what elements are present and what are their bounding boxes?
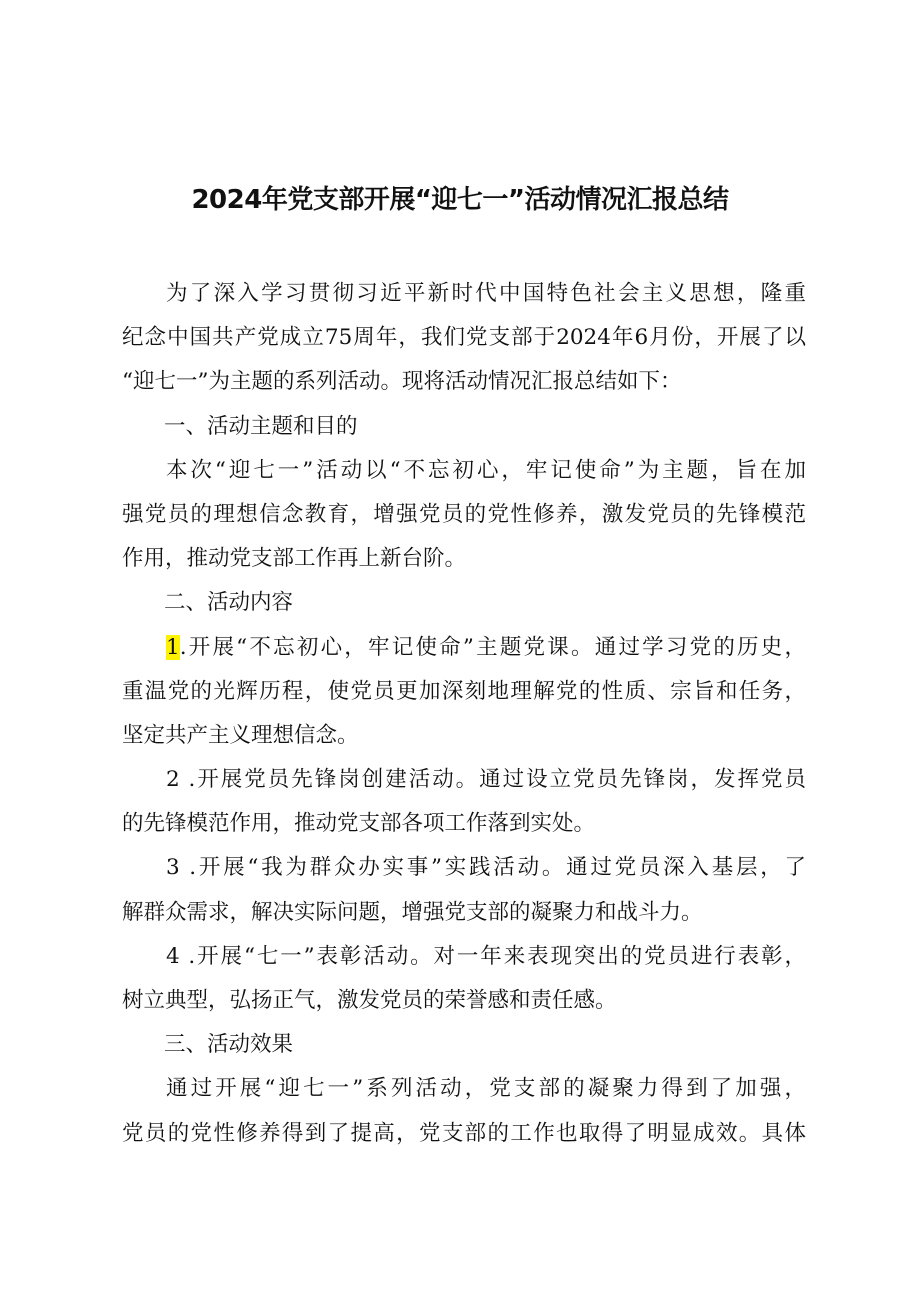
line-text: 为了深入学习贯彻习近平新时代中国特色社会主义思想，隆重 <box>166 281 806 306</box>
line-text: 解群众需求，解决实际问题，增强党支部的凝聚力和战斗力。 <box>122 899 703 925</box>
document-title: 2024年党支部开展“迎七一”活动情况汇报总结 <box>191 185 729 215</box>
line-text: 三、活动效果 <box>164 1032 294 1058</box>
paragraph-line <box>122 714 806 758</box>
paragraph-line <box>122 1067 806 1111</box>
line-text: .开展“不忘初心，牢记使命”主题党课。通过学习党的历史， <box>179 634 806 660</box>
paragraph-line <box>122 272 806 316</box>
highlighted-list-marker: 1 <box>166 634 180 660</box>
paragraph-line <box>122 758 806 802</box>
line-text: 树立典型，弘扬正气，激发党员的荣誉感和责任感。 <box>122 988 617 1013</box>
line-text: 4 .开展“七一”表彰活动。对一年来表现突出的党员进行表彰， <box>166 943 806 969</box>
paragraph-line <box>122 537 806 581</box>
line-text: 党员的党性修养得到了提高，党支部的工作也取得了明显成效。具体 <box>122 1120 806 1146</box>
paragraph-line <box>122 626 806 670</box>
line-text: 二、活动内容 <box>164 590 294 616</box>
line-text: 重温党的光辉历程，使党员更加深刻地理解党的性质、宗旨和任务， <box>122 678 806 704</box>
paragraph-line <box>122 316 806 360</box>
line-text: 一、活动主题和目的 <box>164 413 358 439</box>
paragraph-line <box>122 493 806 537</box>
paragraph-line <box>122 979 806 1023</box>
line-text: “迎七一”为主题的系列活动。现将活动情况汇报总结如下： <box>122 369 682 395</box>
line-text: 纪念中国共产党成立75周年，我们党支部于2024年6月份，开展了以 <box>122 325 806 351</box>
paragraph-line <box>122 1112 806 1156</box>
paragraph-line <box>122 891 806 935</box>
line-text: 的先锋模范作用，推动党支部各项工作落到实处。 <box>122 811 596 837</box>
section-heading <box>122 405 806 449</box>
line-text: 强党员的理想信念教育，增强党员的党性修养，激发党员的先锋模范 <box>122 501 806 527</box>
line-text: 作用，推动党支部工作再上新台阶。 <box>122 546 467 572</box>
paragraph-line <box>122 449 806 493</box>
line-text: 2 .开展党员先锋岗创建活动。通过设立党员先锋岗，发挥党员 <box>166 767 806 793</box>
paragraph-line <box>122 360 806 404</box>
paragraph-line <box>122 935 806 979</box>
line-text: 本次“迎七一”活动以“不忘初心，牢记使命”为主题，旨在加 <box>166 457 806 483</box>
line-text: 通过开展“迎七一”系列活动，党支部的凝聚力得到了加强， <box>166 1076 806 1102</box>
document-body <box>122 272 806 1156</box>
paragraph-line <box>122 802 806 846</box>
line-text: 3 .开展“我为群众办实事”实践活动。通过党员深入基层，了 <box>166 855 806 881</box>
paragraph-line <box>122 670 806 714</box>
line-text: 坚定共产主义理想信念。 <box>122 722 359 748</box>
paragraph-line <box>122 846 806 890</box>
section-heading <box>122 581 806 625</box>
section-heading <box>122 1023 806 1067</box>
